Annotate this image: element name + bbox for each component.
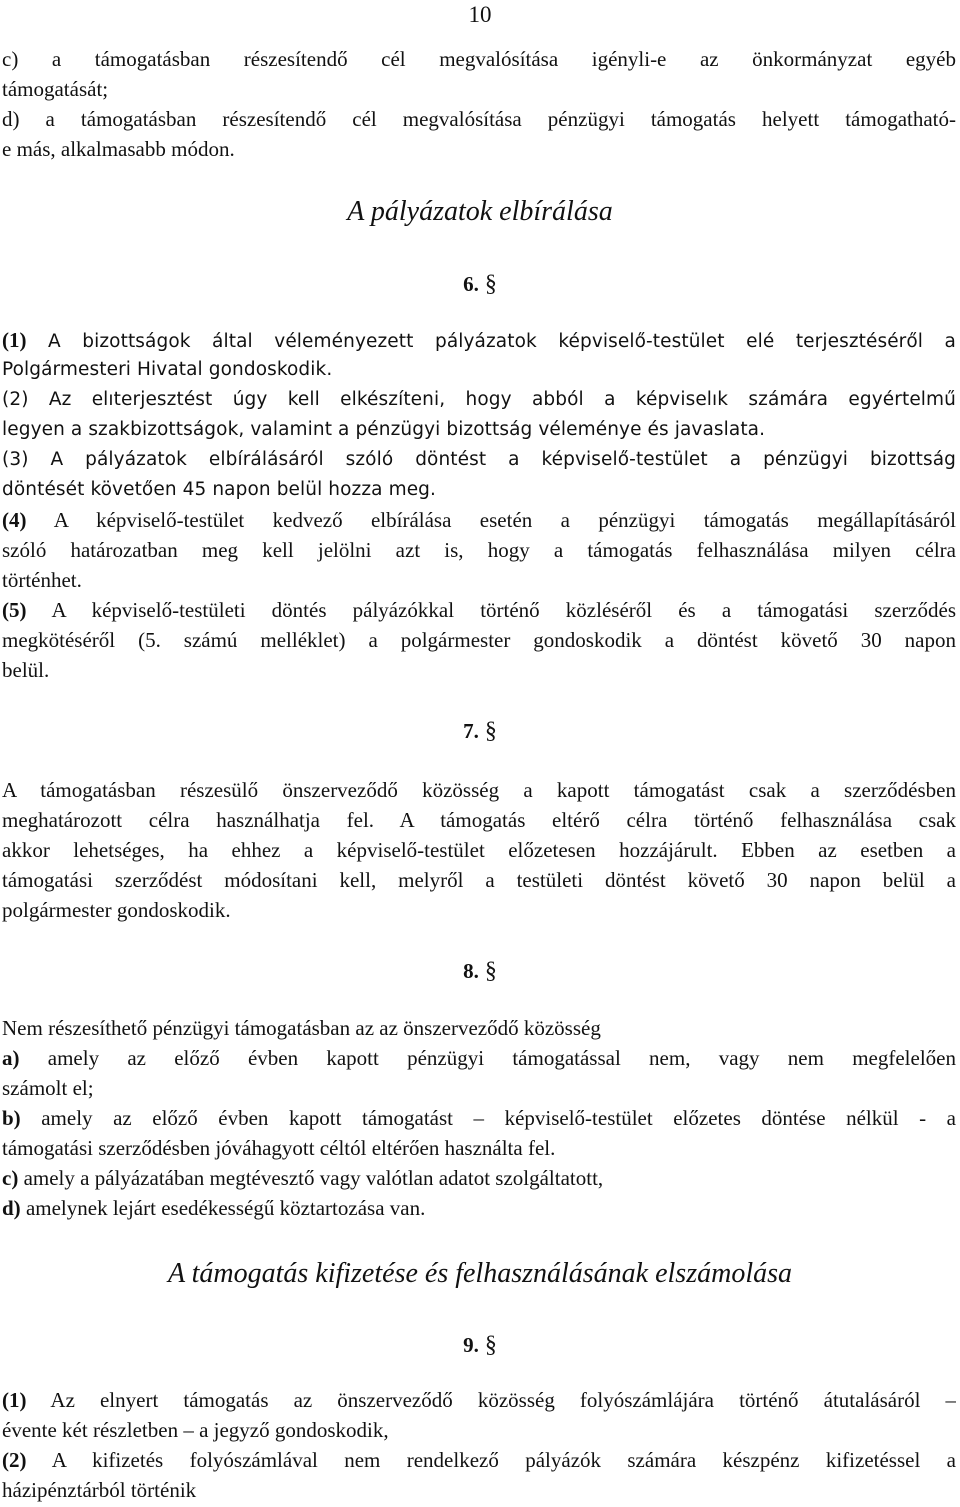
s6-p4-line-1 — [2, 505, 956, 535]
s6-p4-label: (4) — [2, 508, 27, 532]
s8-item-b-label: b) — [2, 1106, 21, 1130]
section-6-number: 6. — [463, 272, 479, 296]
s8-item-d-label: d) — [2, 1196, 21, 1220]
s6-p3-line-2: döntését követően 45 napon belül hozza meg. — [2, 479, 437, 500]
s8-item-c-line — [2, 1163, 956, 1193]
s6-p5-text-1: A képviselő-testületi döntés pályázókkal történő közléséről és a támogatási szerződés — [26, 598, 956, 622]
section-6-title — [0, 269, 960, 299]
s8-item-a-line-1 — [2, 1043, 956, 1073]
s6-p1-line-1 — [2, 325, 956, 357]
s6-p1-text-1: A bizottságok által véleményezett pályázatok képviselő-testület elé terjesztéséről a — [26, 331, 956, 352]
s6-p4-line-2: szóló határozatban meg kell jelölni azt is, hogy a támogatás felhasználása milyen célra — [2, 538, 956, 562]
paragraph-sign-icon: § — [484, 271, 497, 297]
s9-p2-line-1 — [2, 1445, 956, 1475]
s7-line-1: A támogatásban részesülő önszerveződő közösség a kapott támogatást csak a szerződésben — [2, 778, 956, 802]
section-9-number: 9. — [463, 1333, 479, 1357]
s6-p3-line-1: (3) A pályázatok elbírálásáról szóló döntést a képviselő-testület a pénzügyi bizottság — [2, 449, 956, 470]
s6-p4-text-1: A képviselő-testület kedvező elbírálása esetén a pénzügyi támogatás megállapításáról — [26, 508, 956, 532]
s9-p2-line-2: házipénztárból történik — [2, 1478, 197, 1502]
section-heading-evaluation: A pályázatok elbírálása — [347, 196, 613, 227]
intro-line-1: c) a támogatásban részesítendő cél megvalósítása igényli-e az önkormányzat egyéb — [2, 47, 956, 71]
s6-p2-line-1: (2) Az elıterjesztést úgy kell elkészíteni, hogy abból a képviselık számára egyértelmű — [2, 389, 956, 410]
section-7-title — [0, 716, 960, 746]
section-8-title — [0, 956, 960, 986]
s9-p1-line-2: évente két részletben – a jegyző gondoskodik, — [2, 1418, 389, 1442]
s6-p1-line-2: Polgármesteri Hivatal gondoskodik. — [2, 359, 333, 380]
s6-p2-line-2: legyen a szakbizottságok, valamint a pénzügyi bizottság véleménye és javaslata. — [2, 419, 766, 440]
s9-p1-label: (1) — [2, 1388, 27, 1412]
s7-line-4: támogatási szerződést módosítani kell, melyről a testületi döntést követő 30 napon belül a — [2, 868, 956, 892]
s7-line-5: polgármester gondoskodik. — [2, 898, 231, 922]
intro-line-3: d) a támogatásban részesítendő cél megvalósítása pénzügyi támogatás helyett támogatható- — [2, 107, 956, 131]
s8-intro-line: Nem részesíthető pénzügyi támogatásban az az önszerveződő közösség — [2, 1016, 601, 1040]
s8-item-a-label: a) — [2, 1046, 20, 1070]
s8-item-b-line-2: támogatási szerződésben jóváhagyott céltól eltérően használta fel. — [2, 1136, 556, 1160]
s8-item-c-label: c) — [2, 1166, 19, 1190]
paragraph-sign-icon: § — [484, 958, 497, 984]
s7-line-2: meghatározott célra használhatja fel. A támogatás eltérő célra történő felhasználása csak — [2, 808, 956, 832]
s6-p4-line-3: történhet. — [2, 568, 82, 592]
s6-p5-line-1 — [2, 595, 956, 625]
s9-p2-text-1: A kifizetés folyószámlával nem rendelkező pályázók számára készpénz kifizetéssel a — [26, 1448, 956, 1472]
s6-p5-line-2: megkötéséről (5. számú melléklet) a polgármester gondoskodik a döntést követő 30 napon — [2, 628, 956, 652]
intro-line-4: e más, alkalmasabb módon. — [2, 137, 235, 161]
paragraph-sign-icon: § — [484, 1332, 497, 1358]
page-number: 10 — [468, 2, 492, 27]
intro-line-2: támogatását; — [2, 77, 109, 101]
s8-item-d-text: amelynek lejárt esedékességű köztartozása van. — [20, 1196, 426, 1220]
s8-item-a-line-2: számolt el; — [2, 1076, 94, 1100]
section-heading-payment: A támogatás kifizetése és felhasználásának elszámolása — [168, 1258, 792, 1289]
paragraph-sign-icon: § — [484, 718, 497, 744]
s8-item-c-text: amely a pályázatában megtévesztő vagy valótlan adatot szolgáltatott, — [18, 1166, 604, 1190]
s9-p1-text-1: Az elnyert támogatás az önszerveződő közösség folyószámlájára történő átutalásáról – — [26, 1388, 956, 1412]
s6-p1-label: (1) — [2, 328, 27, 352]
s6-p5-line-3: belül. — [2, 658, 50, 682]
section-7-number: 7. — [463, 719, 479, 743]
section-9-title — [0, 1330, 960, 1360]
s9-p1-line-1 — [2, 1385, 956, 1415]
s9-p2-label: (2) — [2, 1448, 27, 1472]
s7-line-3: akkor lehetséges, ha ehhez a képviselő-testület előzetesen hozzájárult. Ebben az esetben a — [2, 838, 956, 862]
section-8-number: 8. — [463, 959, 479, 983]
s6-p5-label: (5) — [2, 598, 27, 622]
s8-item-a-text-1: amely az előző évben kapott pénzügyi támogatással nem, vagy nem megfelelően — [19, 1046, 956, 1070]
s8-item-d-line — [2, 1193, 956, 1223]
s8-item-b-text-1: amely az előző évben kapott támogatást – képviselő-testület előzetes döntése nélkül - a — [20, 1106, 956, 1130]
s8-item-b-line-1 — [2, 1103, 956, 1133]
